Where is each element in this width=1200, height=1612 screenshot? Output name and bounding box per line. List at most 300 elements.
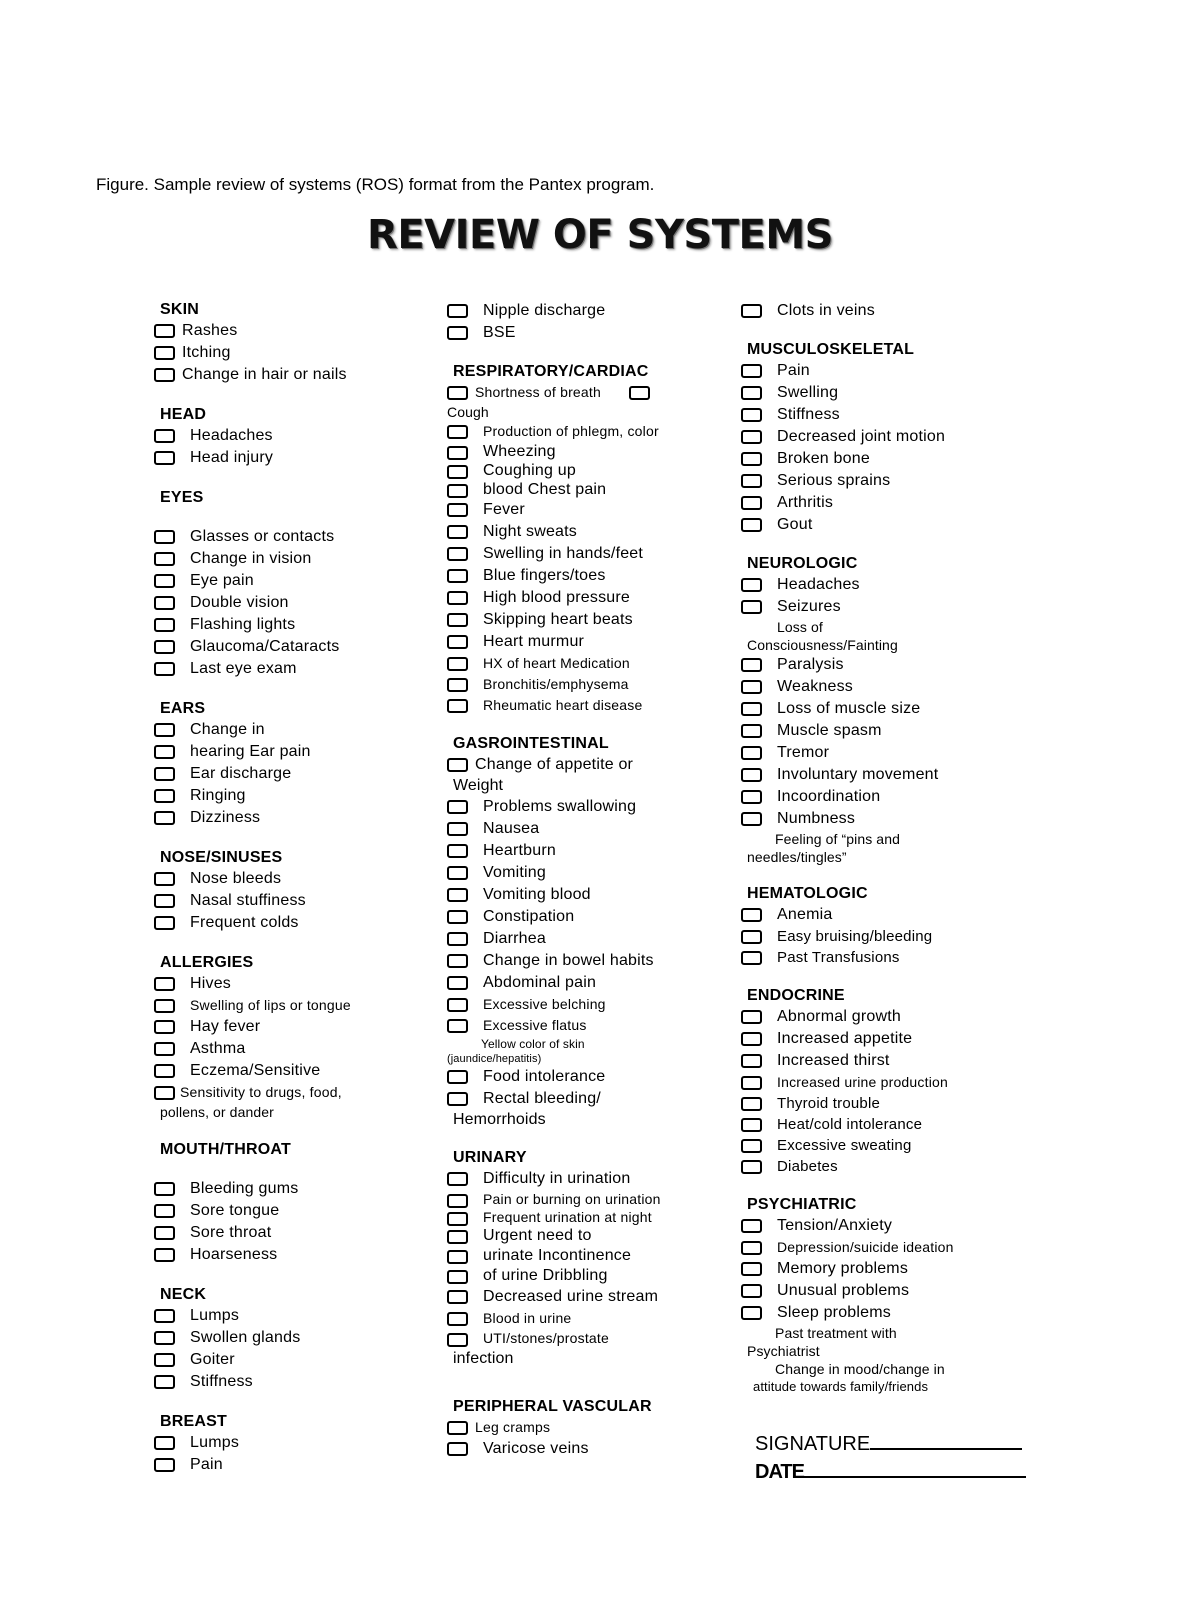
- checklist-item[interactable]: [447, 884, 747, 906]
- checklist-item[interactable]: [154, 1349, 454, 1371]
- section-neurologic: [741, 554, 1041, 866]
- item-continuation: Feeling of “pins and: [775, 831, 900, 847]
- checkbox[interactable]: [447, 1333, 468, 1347]
- item-continuation: Consciousness/Fainting: [747, 637, 898, 653]
- date-blank[interactable]: [804, 1476, 1026, 1478]
- checklist-item[interactable]: [447, 1088, 747, 1110]
- checkbox[interactable]: [154, 1309, 175, 1323]
- section-heading: PERIPHERAL VASCULAR: [453, 1398, 652, 1415]
- checklist-item[interactable]: [154, 1060, 454, 1082]
- item-label: hearing Ear pain: [190, 743, 311, 760]
- checklist-item[interactable]: [447, 840, 747, 862]
- checkbox[interactable]: [447, 547, 468, 561]
- checklist-item[interactable]: [154, 1178, 454, 1200]
- checkbox[interactable]: [741, 430, 762, 444]
- checklist-item[interactable]: [447, 1417, 747, 1438]
- checkbox[interactable]: [447, 954, 468, 968]
- item-label: Blue fingers/toes: [483, 567, 606, 584]
- checkbox[interactable]: [447, 1172, 468, 1186]
- item-label: Change in hair or nails: [182, 366, 347, 383]
- item-label: Change in: [190, 721, 265, 738]
- checkbox[interactable]: [741, 364, 762, 378]
- checklist-item[interactable]: [741, 1072, 1041, 1093]
- checkbox[interactable]: [154, 346, 175, 360]
- checkbox[interactable]: [154, 999, 175, 1013]
- item-label: Production of phlegm, color: [483, 423, 659, 439]
- item-label: Excessive flatus: [483, 1017, 587, 1033]
- checkbox[interactable]: [447, 1212, 468, 1226]
- checklist-item[interactable]: [447, 499, 747, 521]
- checklist-item[interactable]: [154, 1016, 454, 1038]
- item-label: Vomiting: [483, 864, 546, 881]
- signature-blank[interactable]: [870, 1448, 1022, 1450]
- checklist-item[interactable]: [447, 653, 747, 674]
- checkbox[interactable]: [741, 724, 762, 738]
- checkbox[interactable]: [447, 1290, 468, 1304]
- checklist-item[interactable]: [741, 404, 1041, 426]
- checkbox[interactable]: [447, 503, 468, 517]
- item-label: Involuntary movement: [777, 766, 939, 783]
- checkbox[interactable]: [154, 894, 175, 908]
- checkbox[interactable]: [741, 600, 762, 614]
- item-label: Sore throat: [190, 1224, 272, 1241]
- figure-caption: Figure. Sample review of systems (ROS) format from the Pantex program.: [96, 175, 655, 194]
- item-label: Thyroid trouble: [777, 1095, 881, 1112]
- item-label: urinate Incontinence: [483, 1247, 632, 1264]
- checkbox[interactable]: [447, 1230, 468, 1244]
- checklist-item[interactable]: [741, 470, 1041, 492]
- checkbox[interactable]: [447, 1070, 468, 1084]
- checklist-item[interactable]: [447, 754, 747, 776]
- item-label: Excessive belching: [483, 996, 606, 1012]
- checkbox[interactable]: [741, 951, 762, 965]
- checkbox[interactable]: [741, 304, 762, 318]
- checkbox[interactable]: [447, 484, 468, 498]
- checklist-item[interactable]: [154, 342, 454, 364]
- checklist-item[interactable]: [154, 425, 454, 447]
- checkbox[interactable]: [447, 446, 468, 460]
- checklist-item[interactable]: [447, 421, 747, 442]
- checklist-item[interactable]: [154, 364, 454, 386]
- item-label: Head injury: [190, 449, 274, 466]
- checkbox[interactable]: [154, 1064, 175, 1078]
- checklist-item[interactable]: [741, 514, 1041, 536]
- checkbox[interactable]: [154, 618, 175, 632]
- item-label: Goiter: [190, 1351, 235, 1368]
- checkbox[interactable]: [741, 680, 762, 694]
- checkbox[interactable]: [154, 1375, 175, 1389]
- item-label: Shortness of breath: [475, 384, 601, 400]
- checklist-item[interactable]: [447, 1266, 747, 1286]
- item-continuation: infection: [453, 1350, 514, 1367]
- checklist-item[interactable]: [154, 807, 454, 829]
- item-label: Bleeding gums: [190, 1180, 299, 1197]
- item-label: of urine Dribbling: [483, 1267, 608, 1284]
- checkbox[interactable]: [741, 658, 762, 672]
- checkbox[interactable]: [154, 368, 175, 382]
- checklist-item[interactable]: [741, 742, 1041, 764]
- checklist-item[interactable]: [154, 868, 454, 890]
- checkbox[interactable]: [154, 1020, 175, 1034]
- item-label: Night sweats: [483, 523, 577, 540]
- item-label: Seizures: [777, 598, 841, 615]
- checkbox[interactable]: [447, 866, 468, 880]
- checklist-item[interactable]: [154, 1305, 454, 1327]
- checklist-item[interactable]: [154, 658, 454, 680]
- checklist-item[interactable]: [741, 596, 1041, 618]
- checkbox[interactable]: [154, 872, 175, 886]
- checklist-item[interactable]: [741, 492, 1041, 514]
- checklist-item[interactable]: [741, 1114, 1041, 1135]
- checklist-item[interactable]: [741, 300, 1041, 322]
- checklist-item[interactable]: [447, 862, 747, 884]
- checkbox[interactable]: [447, 1092, 468, 1106]
- checkbox[interactable]: [741, 578, 762, 592]
- checkbox[interactable]: [741, 518, 762, 532]
- checklist-item[interactable]: [741, 448, 1041, 470]
- checkbox[interactable]: [447, 386, 468, 400]
- checkbox[interactable]: [154, 811, 175, 825]
- checklist-item[interactable]: [154, 320, 454, 342]
- checklist-item[interactable]: [154, 763, 454, 785]
- checkbox[interactable]: [154, 723, 175, 737]
- checkbox[interactable]: [154, 1204, 175, 1218]
- checkbox[interactable]: [741, 1097, 762, 1111]
- checklist-item[interactable]: [447, 928, 747, 950]
- checklist-item[interactable]: [447, 972, 747, 994]
- date-line[interactable]: [755, 1461, 1026, 1484]
- checklist-item[interactable]: [741, 720, 1041, 742]
- item-label: Fever: [483, 501, 525, 518]
- checkbox[interactable]: [447, 699, 468, 713]
- checkbox[interactable]: [741, 386, 762, 400]
- checkbox[interactable]: [741, 812, 762, 826]
- item-label: Nausea: [483, 820, 540, 837]
- checklist-item[interactable]: [741, 1028, 1041, 1050]
- checklist-item[interactable]: [154, 447, 454, 469]
- checkbox[interactable]: [447, 758, 468, 772]
- section-heading: MUSCULOSKELETAL: [747, 341, 915, 358]
- checklist-item[interactable]: [447, 1329, 747, 1347]
- section-allergies: [154, 953, 454, 1121]
- item-label: Wheezing: [483, 443, 556, 460]
- checklist-item[interactable]: [741, 426, 1041, 448]
- checklist-item[interactable]: [741, 1050, 1041, 1072]
- checkbox[interactable]: [154, 1248, 175, 1262]
- checkbox[interactable]: [447, 678, 468, 692]
- item-label: BSE: [483, 324, 516, 341]
- checklist-item[interactable]: [447, 1066, 747, 1088]
- checkbox[interactable]: [447, 800, 468, 814]
- checkbox[interactable]: [447, 613, 468, 627]
- checkbox[interactable]: [741, 1054, 762, 1068]
- checklist-item[interactable]: [447, 543, 747, 565]
- checklist-item[interactable]: [154, 592, 454, 614]
- checklist-item[interactable]: [447, 609, 747, 631]
- checkbox[interactable]: [741, 1032, 762, 1046]
- item-label: Swelling of lips or tongue: [190, 997, 351, 1013]
- checklist-item[interactable]: [447, 950, 747, 972]
- checkbox[interactable]: [741, 1139, 762, 1153]
- checkbox[interactable]: [447, 1442, 468, 1456]
- checkbox[interactable]: [741, 496, 762, 510]
- checkbox[interactable]: [154, 1042, 175, 1056]
- checklist-item[interactable]: [741, 1237, 1041, 1258]
- checklist-item[interactable]: [447, 565, 747, 587]
- checklist-item[interactable]: [154, 890, 454, 912]
- checkbox[interactable]: [741, 790, 762, 804]
- checkbox[interactable]: [447, 1312, 468, 1326]
- checklist-item[interactable]: [741, 786, 1041, 808]
- item-label: Varicose veins: [483, 1440, 589, 1457]
- checklist-item[interactable]: [447, 906, 747, 928]
- checkbox[interactable]: [154, 1331, 175, 1345]
- checklist-item[interactable]: [741, 1302, 1041, 1324]
- checkbox[interactable]: [154, 640, 175, 654]
- checkbox[interactable]: [447, 976, 468, 990]
- checklist-item[interactable]: [741, 698, 1041, 720]
- checkbox[interactable]: [154, 451, 175, 465]
- checklist-item[interactable]: [447, 480, 747, 499]
- checklist-item[interactable]: [154, 1222, 454, 1244]
- section-nose-sinuses: [154, 848, 454, 934]
- checklist-item[interactable]: [154, 912, 454, 934]
- checklist-item[interactable]: [154, 1432, 454, 1454]
- signature-line[interactable]: [755, 1433, 1022, 1456]
- checkbox[interactable]: [447, 1270, 468, 1284]
- checkbox[interactable]: [154, 1353, 175, 1367]
- checklist-item[interactable]: [447, 1190, 747, 1208]
- checkbox[interactable]: [741, 930, 762, 944]
- checklist-item[interactable]: [154, 741, 454, 763]
- item-label: Clots in veins: [777, 302, 875, 319]
- checklist-item[interactable]: [741, 1280, 1041, 1302]
- item-label: Hoarseness: [190, 1246, 278, 1263]
- checklist-item[interactable]: [154, 636, 454, 658]
- checkbox[interactable]: [741, 1219, 762, 1233]
- section-breast: [154, 1412, 454, 1476]
- checklist-item[interactable]: [447, 1286, 747, 1308]
- item-label: Flashing lights: [190, 616, 296, 633]
- checklist-item[interactable]: [154, 526, 454, 548]
- checklist-item[interactable]: [154, 570, 454, 592]
- checklist-item[interactable]: [741, 947, 1041, 968]
- checklist-item[interactable]: [154, 995, 454, 1016]
- item-label: Ear discharge: [190, 765, 292, 782]
- item-continuation: Yellow color of skin: [481, 1037, 585, 1051]
- checkbox[interactable]: [741, 452, 762, 466]
- checkbox[interactable]: [447, 657, 468, 671]
- checklist-item[interactable]: [154, 1454, 454, 1476]
- checklist-item[interactable]: [447, 461, 747, 480]
- item-label: Depression/suicide ideation: [777, 1239, 954, 1255]
- checkbox[interactable]: [154, 789, 175, 803]
- checklist-item[interactable]: [741, 654, 1041, 676]
- item-label: Increased appetite: [777, 1030, 913, 1047]
- checklist-item[interactable]: [154, 1244, 454, 1266]
- checkbox[interactable]: [154, 552, 175, 566]
- checkbox[interactable]: [741, 1076, 762, 1090]
- item-label: Swelling: [777, 384, 839, 401]
- checkbox[interactable]: [741, 408, 762, 422]
- checklist-item[interactable]: [447, 1226, 747, 1246]
- checkbox[interactable]: [447, 326, 468, 340]
- checkbox[interactable]: [154, 1182, 175, 1196]
- checkbox[interactable]: [741, 1262, 762, 1276]
- checkbox[interactable]: [447, 1421, 468, 1435]
- checkbox[interactable]: [154, 662, 175, 676]
- checklist-item[interactable]: [447, 521, 747, 543]
- checklist-item[interactable]: [447, 796, 747, 818]
- checklist-item[interactable]: [447, 1168, 747, 1190]
- checklist-item[interactable]: [447, 1308, 747, 1329]
- checkbox[interactable]: [447, 635, 468, 649]
- checkbox[interactable]: [741, 1118, 762, 1132]
- checklist-item[interactable]: [447, 1246, 747, 1266]
- checkbox[interactable]: [447, 888, 468, 902]
- checkbox[interactable]: [154, 1086, 175, 1100]
- checkbox[interactable]: [447, 1194, 468, 1208]
- checkbox[interactable]: [447, 1019, 468, 1033]
- checkbox[interactable]: [154, 767, 175, 781]
- page-title: REVIEW OF SYSTEMS: [367, 212, 833, 258]
- item-label: Rheumatic heart disease: [483, 697, 643, 713]
- checkbox[interactable]: [447, 591, 468, 605]
- checklist-item[interactable]: [154, 1327, 454, 1349]
- checkbox[interactable]: [154, 530, 175, 544]
- checklist-item[interactable]: [447, 587, 747, 609]
- checklist-item[interactable]: [447, 818, 747, 840]
- checklist-item[interactable]: [447, 631, 747, 653]
- checklist-item[interactable]: [741, 904, 1041, 926]
- checkbox[interactable]: [154, 1436, 175, 1450]
- checklist-item[interactable]: [741, 808, 1041, 830]
- checkbox[interactable]: [447, 425, 468, 439]
- section-ears: [154, 699, 454, 829]
- checklist-item[interactable]: [154, 1038, 454, 1060]
- checklist-item[interactable]: [447, 1438, 747, 1460]
- checkbox[interactable]: [154, 596, 175, 610]
- checkbox[interactable]: [741, 768, 762, 782]
- checklist-item[interactable]: [741, 360, 1041, 382]
- checkbox[interactable]: [447, 569, 468, 583]
- item-label: Memory problems: [777, 1260, 909, 1277]
- checklist-item[interactable]: [154, 1082, 454, 1103]
- checklist-item[interactable]: [741, 1156, 1041, 1177]
- checklist-item[interactable]: [741, 1258, 1041, 1280]
- item-label: Diarrhea: [483, 930, 546, 947]
- checkbox[interactable]: [741, 908, 762, 922]
- checkbox[interactable]: [447, 822, 468, 836]
- column-1: [154, 300, 454, 1495]
- item-label: Pain: [777, 362, 810, 379]
- checkbox[interactable]: [447, 932, 468, 946]
- checkbox[interactable]: [741, 1010, 762, 1024]
- checkbox[interactable]: [741, 1160, 762, 1174]
- checklist-item[interactable]: [447, 322, 747, 344]
- item-continuation: Hemorrhoids: [453, 1111, 546, 1128]
- checkbox[interactable]: [741, 1306, 762, 1320]
- checklist-item[interactable]: [154, 785, 454, 807]
- checkbox[interactable]: [447, 1250, 468, 1264]
- checklist-item[interactable]: [447, 1208, 747, 1226]
- checklist-item[interactable]: [741, 1135, 1041, 1156]
- checklist-item[interactable]: [447, 695, 747, 716]
- checklist-item[interactable]: [154, 719, 454, 741]
- item-label: Sleep problems: [777, 1304, 891, 1321]
- checkbox[interactable]: [154, 916, 175, 930]
- item-continuation: Past treatment with: [775, 1325, 897, 1341]
- checklist-item[interactable]: [447, 442, 747, 461]
- section-respiratory-cardiac: [447, 362, 747, 716]
- checklist-item[interactable]: [741, 764, 1041, 786]
- section-breast-continued: [447, 300, 747, 344]
- checkbox[interactable]: [154, 324, 175, 338]
- checklist-item[interactable]: [741, 382, 1041, 404]
- checkbox[interactable]: [154, 1226, 175, 1240]
- checklist-item[interactable]: [154, 548, 454, 570]
- checkbox[interactable]: [447, 525, 468, 539]
- item-label: Sore tongue: [190, 1202, 280, 1219]
- item-label: Anemia: [777, 906, 833, 923]
- checkbox[interactable]: [447, 844, 468, 858]
- section-heading: HEMATOLOGIC: [747, 885, 868, 902]
- section-heading: EYES: [160, 489, 204, 506]
- checkbox[interactable]: [741, 474, 762, 488]
- checklist-item[interactable]: [154, 614, 454, 636]
- item-label: Urgent need to: [483, 1227, 592, 1244]
- checkbox[interactable]: [447, 304, 468, 318]
- checkbox[interactable]: [629, 386, 650, 400]
- checkbox[interactable]: [154, 745, 175, 759]
- item-label: Skipping heart beats: [483, 611, 633, 628]
- checklist-item[interactable]: [741, 926, 1041, 947]
- checkbox[interactable]: [447, 998, 468, 1012]
- checklist-item[interactable]: [741, 1006, 1041, 1028]
- checklist-item[interactable]: [447, 382, 747, 403]
- checkbox[interactable]: [447, 910, 468, 924]
- checklist-item[interactable]: [447, 300, 747, 322]
- checklist-item[interactable]: [741, 1093, 1041, 1114]
- checkbox[interactable]: [154, 574, 175, 588]
- checkbox[interactable]: [741, 702, 762, 716]
- checkbox[interactable]: [154, 429, 175, 443]
- checklist-item[interactable]: [447, 994, 747, 1015]
- checklist-item[interactable]: [154, 1371, 454, 1393]
- checkbox[interactable]: [154, 977, 175, 991]
- item-label: Hives: [190, 975, 232, 992]
- section-heading: ALLERGIES: [160, 954, 254, 971]
- checklist-item[interactable]: [154, 1200, 454, 1222]
- item-continuation: Weight: [453, 777, 504, 794]
- checkbox[interactable]: [447, 465, 468, 479]
- item-label: Double vision: [190, 594, 289, 611]
- checkbox[interactable]: [741, 746, 762, 760]
- checkbox[interactable]: [741, 1241, 762, 1255]
- item-label: Frequent urination at night: [483, 1209, 652, 1225]
- checkbox[interactable]: [154, 1458, 175, 1472]
- section-heading: HEAD: [160, 406, 207, 423]
- checkbox[interactable]: [741, 1284, 762, 1298]
- checklist-item[interactable]: [154, 973, 454, 995]
- item-label: Nipple discharge: [483, 302, 606, 319]
- checklist-item[interactable]: [741, 676, 1041, 698]
- checklist-item[interactable]: [447, 674, 747, 695]
- checklist-item[interactable]: [447, 1015, 747, 1036]
- checklist-item[interactable]: [741, 574, 1041, 596]
- item-continuation: (jaundice/hepatitis): [447, 1053, 542, 1065]
- checklist-item[interactable]: [741, 1215, 1041, 1237]
